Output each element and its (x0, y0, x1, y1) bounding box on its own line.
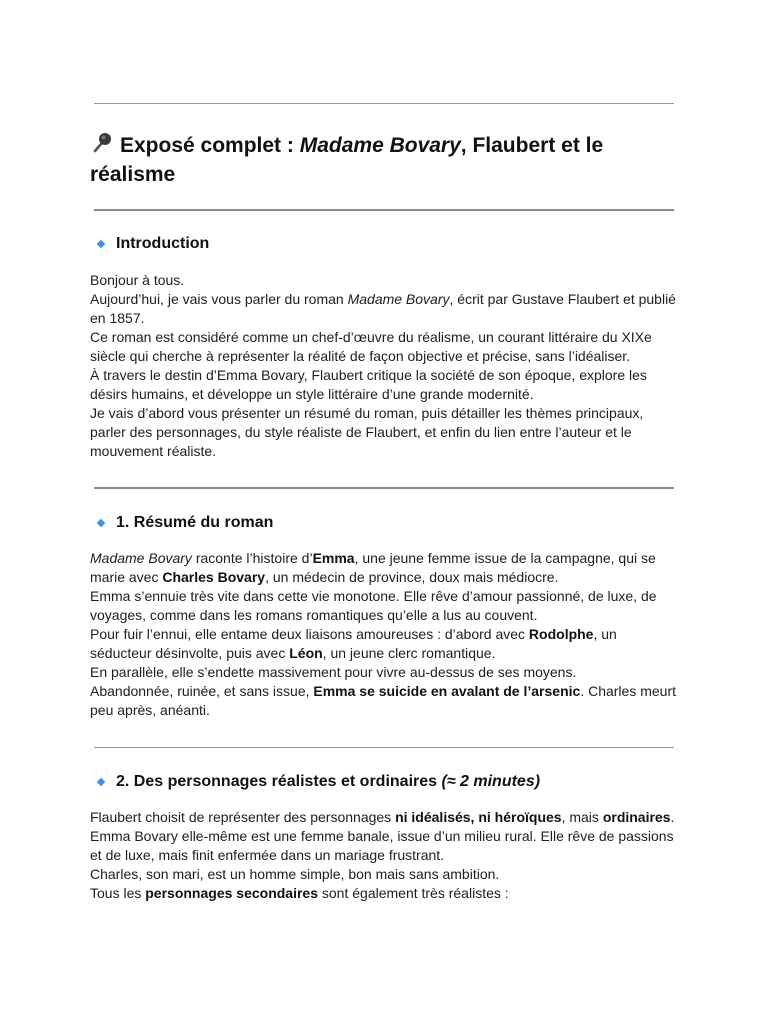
title-line2: réalisme (90, 163, 176, 186)
title-italic: Madame Bovary (299, 134, 461, 157)
diamond-bullet-icon (97, 240, 105, 248)
heading-introduction: Introduction (95, 234, 209, 254)
heading-resume: 1. Résumé du roman (95, 513, 273, 533)
page-title (90, 131, 650, 189)
microphone-icon (90, 131, 114, 155)
heading-personnages: 2. Des personnages réalistes et ordinaires (≈ 2 minutes) (95, 772, 540, 792)
diamond-bullet-icon (97, 778, 105, 786)
personnages-paragraph: Flaubert choisit de représenter des personnages ni idéalisés, ni héroïques, mais ordinaires. Emma Bovary elle-même est une femme banale, issue d’un milieu rural. Elle rêve de passions et de luxe, mais finit enfermée dans un mariage frustrant. Charles, son mari, est un homme simple, bon mais sans ambition. Tous les personnages secondaires sont également très réalistes : (90, 809, 675, 901)
title-prefix: Exposé complet : (120, 134, 300, 157)
title-suffix: , Flaubert et le (460, 134, 604, 157)
divider-top (94, 103, 674, 104)
divider-title (94, 209, 674, 211)
resume-paragraph: Madame Bovary raconte l’histoire d’Emma, une jeune femme issue de la campagne, qui se marie avec Charles Bovary, un médecin de province, doux mais médiocre. Emma s’ennuie très vite dans cette vie monotone. Elle rêve d’amour passionné, de luxe, de voyages, comme dans les romans romantiques qu’elle a lus au couvent. Pour fuir l’ennui, elle entame deux liaisons amoureuses : d’abord avec Rodolphe, un séducteur désinvolte, puis avec Léon, un jeune clerc romantique. En parallèle, elle s’endette massivement pour vivre au-dessus de ses moyens. Abandonnée, ruinée, et sans issue, Emma se suicide en avalant de l’arsenic. Charles meurt peu après, anéanti. (90, 550, 677, 718)
intro-paragraph: Bonjour à tous. Aujourd’hui, je vais vous parler du roman Madame Bovary, écrit par Gustave Flaubert et publié en 1857. Ce roman est considéré comme un chef-d’œuvre du réalisme, un courant littéraire du XIXe siècle qui cherche à représenter la réalité de façon objective et précise, sans l’idéaliser. À travers le destin d’Emma Bovary, Flaubert critique la société de son époque, explore les désirs humains, et développe un style littéraire d’une grande modernité. Je vais d’abord vous présenter un résumé du roman, puis détailler les thèmes principaux, parler des personnages, du style réaliste de Flaubert, et enfin du lien entre l’auteur et le mouvement réaliste. (90, 272, 676, 459)
divider-resume (94, 747, 674, 748)
diamond-bullet-icon (97, 519, 105, 527)
divider-intro (94, 487, 674, 489)
